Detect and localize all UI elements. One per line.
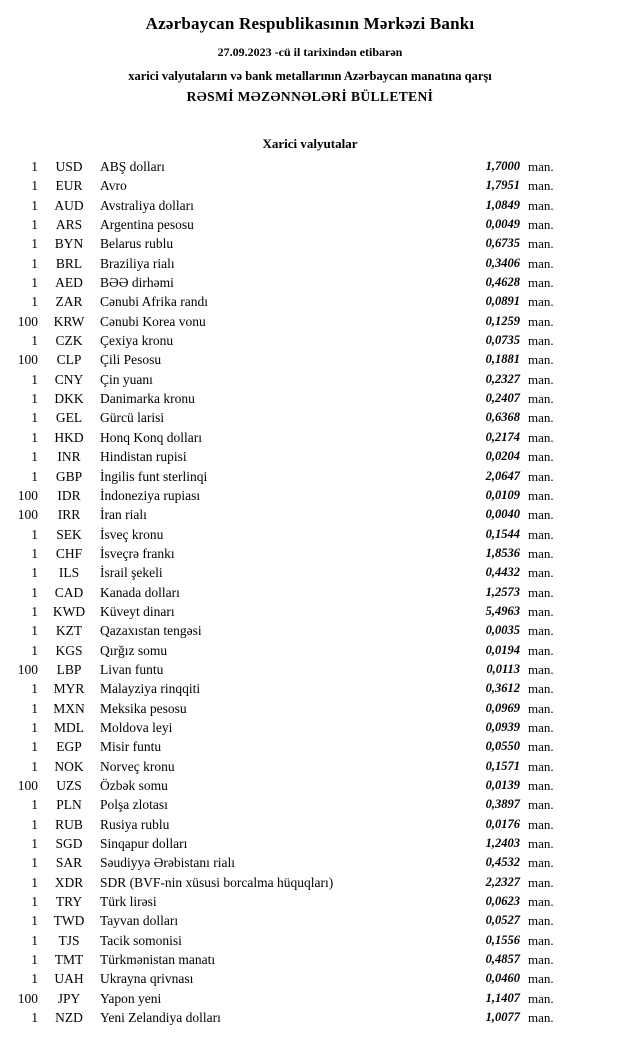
currency-code: SGD [55, 836, 83, 852]
table-row [8, 176, 562, 195]
currency-rate: 0,4628 [485, 275, 520, 290]
currency-code: KRW [53, 313, 85, 329]
table-row [8, 892, 562, 911]
currency-name: Avstraliya dolları [100, 197, 194, 213]
currency-code: BRL [55, 255, 83, 271]
currency-quantity: 1 [31, 545, 38, 561]
table-row [8, 525, 562, 544]
currency-rate: 2,2327 [485, 874, 520, 889]
table-row [8, 757, 562, 776]
currency-code: MDL [54, 719, 84, 735]
table-row [8, 911, 562, 930]
currency-quantity: 1 [31, 275, 38, 291]
currency-name: Meksika pesosu [100, 700, 187, 716]
currency-name: Kanada dolları [100, 584, 180, 600]
currency-name: Ukrayna qrivnası [100, 971, 194, 987]
rate-unit-label: man. [528, 352, 554, 368]
rate-unit-label: man. [528, 255, 554, 271]
table-row [8, 641, 562, 660]
table-row [8, 718, 562, 737]
currency-quantity: 1 [31, 681, 38, 697]
currency-quantity: 1 [31, 603, 38, 619]
rate-unit-label: man. [528, 603, 554, 619]
currency-rate: 0,0194 [485, 642, 520, 657]
rate-unit-label: man. [528, 487, 554, 503]
currency-rate: 0,0139 [485, 778, 520, 792]
currency-rate: 0,4432 [485, 565, 520, 580]
currency-name: Sinqapur dolları [100, 836, 188, 852]
rate-unit-label: man. [528, 855, 554, 871]
currency-code: GEL [55, 410, 83, 426]
currency-code: AUD [54, 197, 84, 213]
currency-name: Özbək somu [100, 778, 168, 793]
currency-quantity: 1 [31, 855, 38, 871]
currency-rate: 1,0849 [485, 197, 520, 212]
table-row [8, 621, 562, 640]
currency-name: Honq Konq dolları [100, 429, 202, 445]
rate-unit-label: man. [528, 739, 554, 755]
currency-code: EGP [56, 739, 82, 755]
rate-unit-label: man. [528, 429, 554, 445]
currency-name: Türkmənistan manatı [100, 952, 216, 968]
table-row [8, 273, 562, 292]
currency-code: TWD [53, 913, 85, 929]
currency-rate: 0,0049 [485, 217, 520, 232]
table-row [8, 331, 562, 350]
currency-quantity: 1 [31, 255, 38, 271]
rate-unit-label: man. [528, 952, 554, 968]
rate-unit-label: man. [528, 623, 554, 639]
currency-rate: 0,0939 [485, 719, 520, 734]
currency-code: TRY [55, 894, 83, 910]
currency-name: İngilis funt sterlinqi [100, 468, 208, 484]
rate-unit-label: man. [528, 661, 554, 677]
currency-name: BƏƏ dirhəmi [100, 275, 174, 291]
currency-code: NOK [54, 758, 84, 774]
rate-unit-label: man. [528, 719, 554, 735]
rate-unit-label: man. [528, 797, 554, 813]
currency-rate: 1,8536 [485, 545, 520, 560]
rate-unit-label: man. [528, 526, 554, 542]
currency-name: Tayvan dolları [100, 913, 179, 929]
currency-quantity: 1 [31, 197, 38, 213]
currency-rate: 0,0623 [485, 894, 520, 909]
table-row [8, 467, 562, 486]
currency-quantity: 1 [31, 913, 38, 929]
currency-rate: 0,1544 [485, 526, 520, 541]
table-row [8, 873, 562, 892]
currency-name: Malayziya rinqqiti [100, 681, 201, 697]
rate-unit-label: man. [528, 584, 554, 600]
currency-rate: 1,7951 [485, 178, 520, 193]
rate-unit-label: man. [528, 778, 554, 793]
table-row [8, 931, 562, 950]
currency-code: TJS [58, 932, 80, 948]
currency-name: Yeni Zelandiya dolları [100, 1010, 221, 1026]
rate-unit-label: man. [528, 874, 554, 890]
rate-unit-label: man. [528, 178, 554, 194]
currency-code: CHF [55, 545, 83, 561]
currency-name: Cənubi Korea vonu [100, 313, 206, 329]
rate-unit-label: man. [528, 294, 554, 310]
currency-quantity: 100 [17, 778, 38, 793]
currency-rate: 0,3612 [485, 681, 520, 696]
rates-table [8, 157, 562, 1027]
table-row [8, 292, 562, 311]
currency-name: ABŞ dolları [100, 159, 165, 174]
currency-rate: 0,2174 [485, 429, 520, 444]
rate-unit-label: man. [528, 449, 554, 465]
currency-code: AED [55, 275, 83, 291]
currency-code: KGS [55, 642, 83, 658]
currency-code: SEK [56, 526, 82, 542]
table-row [8, 486, 562, 505]
rate-unit-label: man. [528, 894, 554, 910]
table-row [8, 447, 562, 466]
currency-code: BYN [54, 236, 84, 252]
bank-name-title: Azərbaycan Respublikasının Mərkəzi Bankı [145, 14, 475, 33]
currency-name: Qazaxıstan tengəsi [100, 623, 202, 639]
currency-code: CLP [56, 352, 82, 368]
currency-code: UZS [56, 778, 82, 793]
rate-unit-label: man. [528, 313, 554, 329]
currency-name: Gürcü larisi [100, 410, 165, 426]
currency-quantity: 100 [17, 487, 38, 503]
currency-quantity: 1 [31, 894, 38, 910]
currency-code: KWD [52, 603, 86, 619]
currency-code: CZK [55, 333, 83, 349]
table-row [8, 312, 562, 331]
currency-name: Küveyt dinarı [100, 603, 175, 619]
currency-quantity: 1 [31, 836, 38, 852]
currency-code: XDR [54, 874, 84, 890]
currency-rate: 0,1881 [485, 352, 520, 367]
currency-quantity: 1 [31, 217, 38, 233]
currency-quantity: 1 [31, 758, 38, 774]
currency-quantity: 1 [31, 449, 38, 465]
table-row [8, 737, 562, 756]
currency-code: GBP [55, 468, 83, 484]
currency-quantity: 1 [31, 623, 38, 639]
currency-quantity: 1 [31, 159, 38, 174]
currency-code: ILS [58, 565, 80, 581]
currency-code: LBP [56, 661, 82, 677]
currency-rate: 0,1259 [485, 313, 520, 328]
currency-rate: 0,0109 [485, 487, 520, 502]
table-row [8, 563, 562, 582]
currency-quantity: 1 [31, 236, 38, 252]
rate-unit-label: man. [528, 836, 554, 852]
currency-code: PLN [56, 797, 82, 813]
currency-rate: 0,3897 [485, 797, 520, 812]
currency-rate: 0,0176 [485, 816, 520, 831]
currency-name: İndoneziya rupiası [100, 487, 201, 503]
currency-name: İsrail şekeli [100, 565, 163, 581]
currency-code: INR [57, 449, 81, 465]
table-row [8, 853, 562, 872]
currency-code: RUB [55, 816, 83, 832]
rate-unit-label: man. [528, 410, 554, 426]
rate-unit-label: man. [528, 565, 554, 581]
currency-quantity: 1 [31, 700, 38, 716]
currency-rate: 1,2573 [485, 584, 520, 599]
currency-code: DKK [54, 391, 84, 407]
currency-name: Livan funtu [100, 661, 164, 677]
currency-code: IRR [57, 507, 81, 523]
currency-rate: 2,0647 [485, 468, 520, 483]
currency-quantity: 1 [31, 874, 38, 890]
currency-name: Çin yuanı [100, 371, 153, 387]
currency-rate: 1,2403 [485, 836, 520, 851]
table-row [8, 408, 562, 427]
currency-name: Danimarka kronu [100, 391, 195, 407]
currency-name: Braziliya rialı [100, 255, 175, 271]
table-row [8, 660, 562, 679]
currency-quantity: 1 [31, 565, 38, 581]
table-row [8, 583, 562, 602]
currency-rate: 0,0040 [485, 507, 520, 522]
rate-unit-label: man. [528, 333, 554, 349]
rate-unit-label: man. [528, 275, 554, 291]
currency-name: Polşa zlotası [100, 797, 168, 813]
currency-quantity: 1 [31, 719, 38, 735]
rate-unit-label: man. [528, 990, 554, 1006]
scope-description-line: xarici valyutaların və bank metallarının Azərbaycan manatına qarşı [128, 69, 492, 83]
table-row [8, 776, 562, 795]
currency-quantity: 1 [31, 178, 38, 194]
table-row [8, 350, 562, 369]
rate-unit-label: man. [528, 468, 554, 484]
currency-quantity: 1 [31, 371, 38, 387]
currency-code: EUR [55, 178, 83, 194]
currency-quantity: 100 [17, 661, 38, 677]
table-row [8, 989, 562, 1008]
table-row [8, 969, 562, 988]
currency-rate: 0,0891 [485, 294, 520, 309]
rate-unit-label: man. [528, 932, 554, 948]
rate-unit-label: man. [528, 159, 554, 174]
currency-code: HKD [54, 429, 84, 445]
currency-name: Qırğız somu [100, 642, 168, 658]
table-row [8, 157, 562, 176]
table-row [8, 834, 562, 853]
currency-name: Çexiya kronu [100, 333, 174, 349]
currency-name: Belarus rublu [100, 236, 174, 252]
currency-name: Cənubi Afrika randı [100, 294, 208, 310]
currency-name: Misir funtu [100, 739, 162, 755]
currency-quantity: 1 [31, 429, 38, 445]
rate-unit-label: man. [528, 197, 554, 213]
currency-quantity: 1 [31, 584, 38, 600]
rate-unit-label: man. [528, 217, 554, 233]
rate-unit-label: man. [528, 758, 554, 774]
currency-quantity: 1 [31, 526, 38, 542]
currency-name: Avro [100, 178, 127, 194]
currency-rate: 0,3406 [485, 255, 520, 270]
table-row [8, 428, 562, 447]
currency-code: UAH [54, 971, 84, 987]
currency-quantity: 100 [17, 352, 38, 368]
currency-name: Argentina pesosu [100, 217, 194, 233]
currency-code: MYR [53, 681, 85, 697]
currency-quantity: 1 [31, 642, 38, 658]
rate-unit-label: man. [528, 700, 554, 716]
currency-rate: 1,0077 [485, 1010, 520, 1025]
table-row [8, 950, 562, 969]
rate-unit-label: man. [528, 507, 554, 523]
rate-unit-label: man. [528, 642, 554, 658]
table-row [8, 215, 562, 234]
currency-quantity: 1 [31, 971, 38, 987]
currency-quantity: 1 [31, 410, 38, 426]
currency-rate: 0,6735 [485, 236, 520, 251]
currency-rate: 0,0204 [485, 449, 520, 464]
rate-unit-label: man. [528, 1010, 554, 1026]
currency-quantity: 100 [17, 313, 38, 329]
table-row [8, 370, 562, 389]
currency-name: İsveçrə frankı [100, 545, 175, 561]
table-row [8, 234, 562, 253]
rate-unit-label: man. [528, 913, 554, 929]
rate-unit-label: man. [528, 816, 554, 832]
currency-rate: 0,0460 [485, 971, 520, 986]
table-row [8, 196, 562, 215]
currency-rate: 1,7000 [485, 159, 520, 173]
currency-code: USD [55, 159, 83, 174]
currency-rate: 0,0113 [486, 661, 520, 676]
currency-rate: 0,1556 [485, 932, 520, 947]
rate-unit-label: man. [528, 371, 554, 387]
currency-rate: 0,0969 [485, 700, 520, 715]
section-title-foreign-currencies: Xarici valyutalar [262, 136, 358, 151]
currency-code: IDR [57, 487, 81, 503]
table-row [8, 505, 562, 524]
currency-code: CAD [54, 584, 84, 600]
currency-code: CNY [54, 371, 84, 387]
table-row [8, 795, 562, 814]
currency-rate: 0,4532 [485, 855, 520, 870]
table-row [8, 254, 562, 273]
currency-rate: 0,0527 [485, 913, 520, 928]
currency-rate: 0,2407 [485, 391, 520, 406]
table-row [8, 544, 562, 563]
currency-code: ARS [55, 217, 83, 233]
currency-name: Tacik somonisi [100, 932, 182, 948]
currency-name: Yapon yeni [100, 990, 162, 1006]
currency-name: Moldova leyi [100, 719, 173, 735]
currency-quantity: 1 [31, 294, 38, 310]
currency-rate: 0,6368 [485, 410, 520, 425]
effective-date-line: 27.09.2023 -cü il tarixindən etibarən [217, 45, 403, 59]
currency-code: ZAR [55, 294, 83, 310]
bulletin-title: RƏSMİ MƏZƏNNƏLƏRİ BÜLLETENİ [186, 89, 434, 104]
currency-rate: 0,0735 [485, 333, 520, 348]
rate-unit-label: man. [528, 681, 554, 697]
currency-name: Hindistan rupisi [100, 449, 187, 465]
currency-rate: 0,0035 [485, 623, 520, 638]
currency-quantity: 1 [31, 739, 38, 755]
rate-unit-label: man. [528, 971, 554, 987]
table-row [8, 389, 562, 408]
currency-rate: 5,4963 [485, 603, 520, 618]
currency-quantity: 1 [31, 816, 38, 832]
currency-name: Rusiya rublu [100, 816, 170, 832]
currency-name: Norveç kronu [100, 758, 175, 774]
currency-name: İran rialı [100, 507, 147, 523]
currency-rate: 0,4857 [485, 952, 520, 967]
currency-quantity: 100 [17, 990, 38, 1006]
currency-rate: 0,2327 [485, 371, 520, 386]
currency-quantity: 1 [31, 952, 38, 968]
currency-name: SDR (BVF-nin xüsusi borcalma hüquqları) [100, 874, 334, 890]
rate-unit-label: man. [528, 545, 554, 561]
currency-quantity: 1 [31, 391, 38, 407]
table-row [8, 699, 562, 718]
currency-quantity: 1 [31, 797, 38, 813]
currency-quantity: 1 [31, 932, 38, 948]
currency-code: TMT [54, 952, 84, 968]
currency-rate: 0,0550 [485, 739, 520, 754]
currency-name: Səudiyyə Ərəbistanı rialı [100, 855, 235, 871]
currency-code: JPY [57, 990, 81, 1006]
document-header [0, 14, 620, 105]
currency-code: KZT [55, 623, 83, 639]
currency-code: MXN [53, 700, 85, 716]
currency-quantity: 1 [31, 468, 38, 484]
table-row [8, 679, 562, 698]
currency-rate: 1,1407 [485, 990, 520, 1005]
currency-name: İsveç kronu [100, 526, 164, 542]
currency-quantity: 1 [31, 333, 38, 349]
rate-unit-label: man. [528, 236, 554, 252]
currency-code: NZD [55, 1010, 83, 1026]
currency-quantity: 100 [17, 507, 38, 523]
rate-unit-label: man. [528, 391, 554, 407]
table-row [8, 1008, 562, 1027]
currency-name: Çili Pesosu [100, 352, 162, 368]
currency-rate: 0,1571 [485, 758, 520, 773]
currency-quantity: 1 [31, 1010, 38, 1026]
table-row [8, 602, 562, 621]
currency-name: Türk lirəsi [100, 894, 157, 910]
table-row [8, 815, 562, 834]
currency-code: SAR [55, 855, 83, 871]
